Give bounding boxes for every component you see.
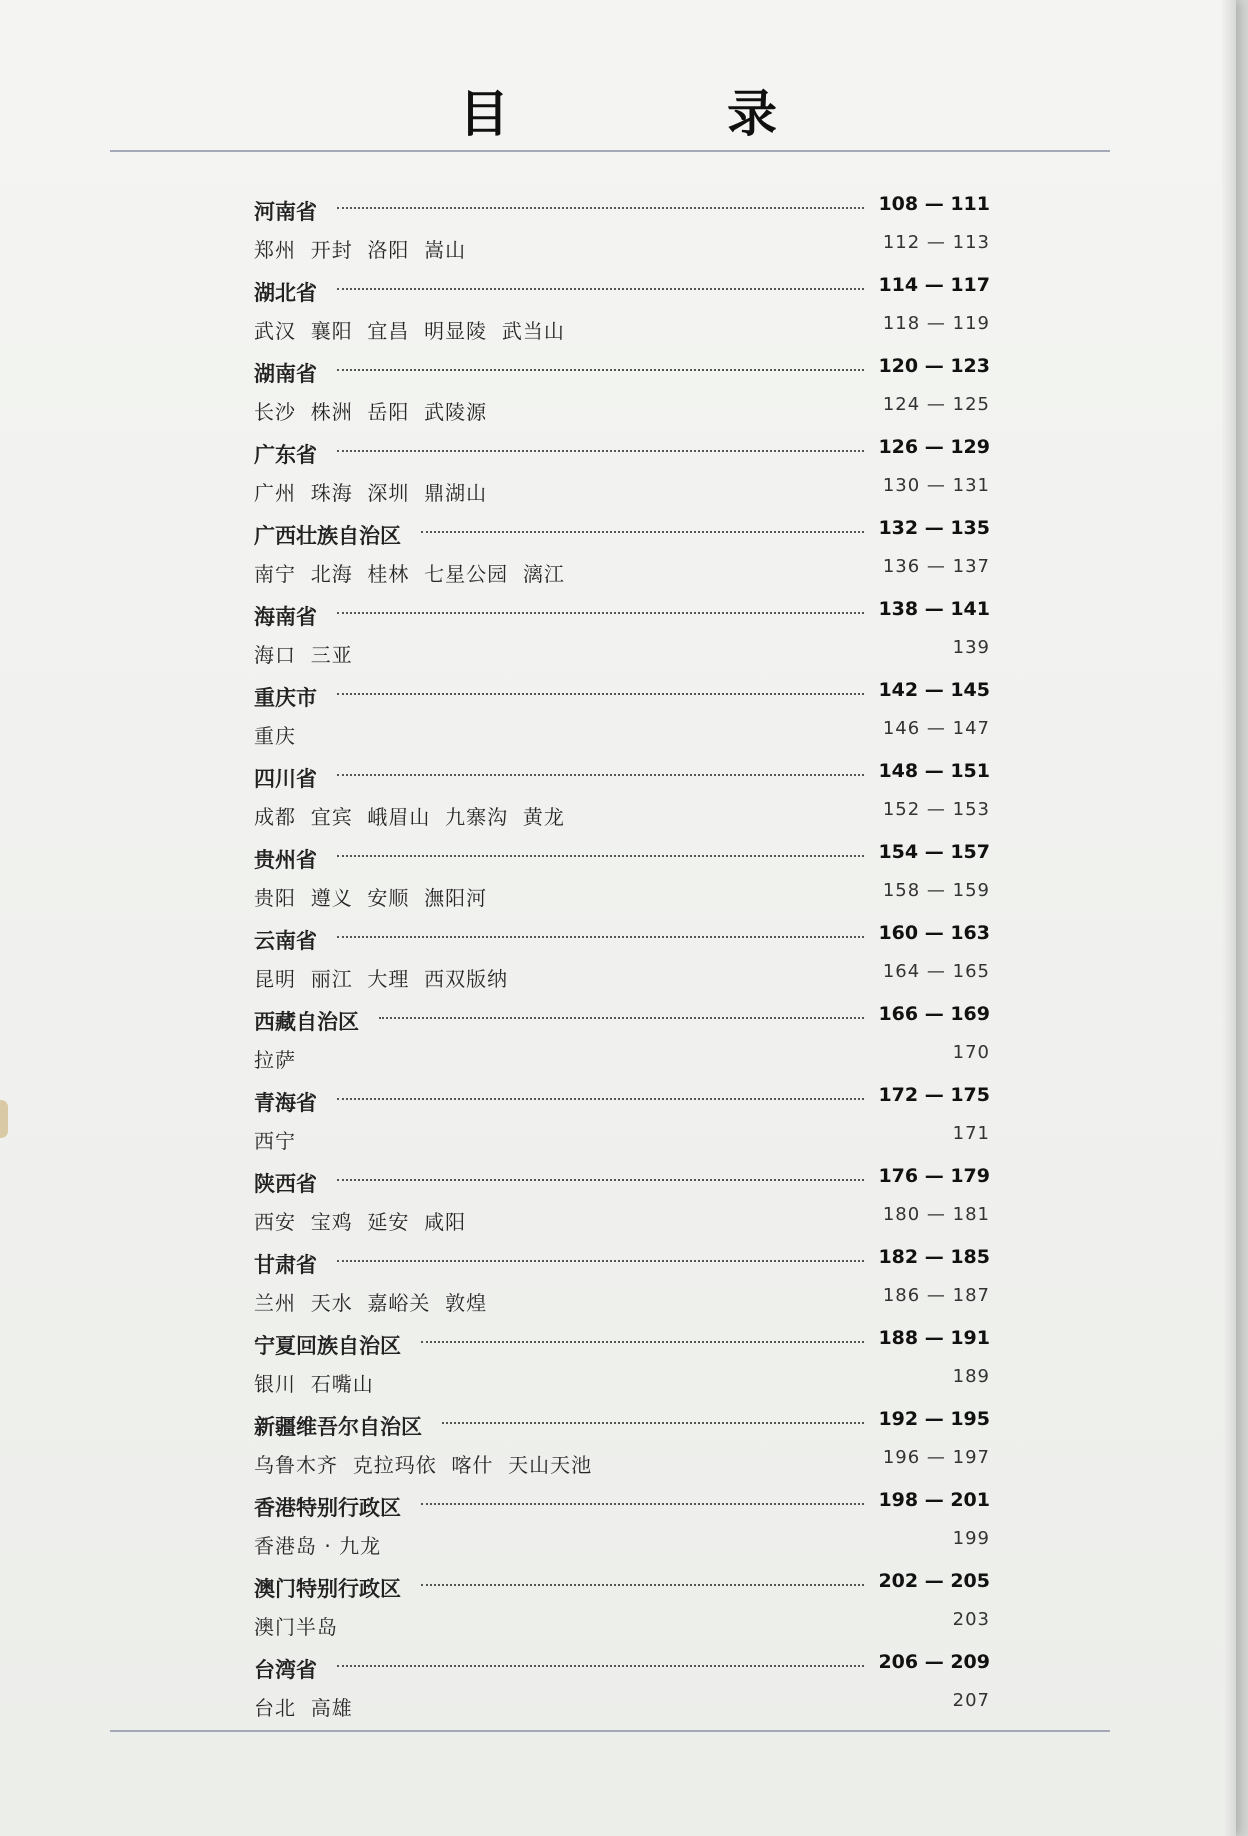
dot-leader	[337, 288, 864, 290]
city-page-range: 207	[952, 1689, 990, 1711]
city-list: 贵阳 遵义 安顺 潕阳河	[254, 885, 488, 910]
city-list: 海口 三亚	[254, 642, 353, 667]
city-list: 乌鲁木齐 克拉玛依 喀什 天山天池	[254, 1452, 593, 1477]
province-page-range: 206 — 209	[878, 1651, 990, 1673]
province-page-range: 188 — 191	[878, 1327, 990, 1349]
dot-leader	[421, 1584, 864, 1586]
province-name: 台湾省	[254, 1658, 317, 1682]
toc-sub-row	[254, 307, 990, 343]
dot-leader	[421, 1341, 864, 1343]
province-page-range: 114 — 117	[878, 274, 990, 296]
dot-leader	[337, 1179, 864, 1181]
province-page-range: 198 — 201	[878, 1489, 990, 1511]
city-page-range: 112 — 113	[882, 231, 990, 253]
toc-sub-row	[254, 1117, 990, 1153]
province-page-range: 182 — 185	[878, 1246, 990, 1268]
toc-entry	[254, 1646, 990, 1727]
page-title: 目 录	[459, 85, 861, 143]
toc-main-row	[254, 512, 990, 548]
toc-entry	[254, 512, 990, 593]
toc-sub-row	[254, 1441, 990, 1477]
toc-main-row	[254, 269, 990, 305]
province-name: 广东省	[254, 443, 317, 467]
toc-entry	[254, 1403, 990, 1484]
city-list: 银川 石嘴山	[254, 1371, 374, 1396]
dot-leader	[337, 855, 864, 857]
province-name: 云南省	[254, 929, 317, 953]
city-list: 拉萨	[254, 1047, 296, 1072]
toc-main-row	[254, 350, 990, 386]
province-page-range: 142 — 145	[878, 679, 990, 701]
province-page-range: 120 — 123	[878, 355, 990, 377]
dot-leader	[337, 693, 864, 695]
toc-entry	[254, 269, 990, 350]
city-page-range: 164 — 165	[882, 960, 990, 982]
dot-leader	[337, 936, 864, 938]
toc-entry	[254, 350, 990, 431]
toc-sub-row	[254, 1198, 990, 1234]
city-page-range: 124 — 125	[882, 393, 990, 415]
city-list: 昆明 丽江 大理 西双版纳	[254, 966, 509, 991]
province-page-range: 108 — 111	[878, 193, 990, 215]
city-list: 长沙 株洲 岳阳 武陵源	[254, 399, 488, 424]
city-page-range: 171	[952, 1122, 990, 1144]
province-name: 贵州省	[254, 848, 317, 872]
toc-main-row	[254, 1241, 990, 1277]
dot-leader	[337, 1260, 864, 1262]
toc-entry	[254, 1160, 990, 1241]
table-of-contents	[254, 188, 990, 1727]
toc-entry	[254, 1484, 990, 1565]
city-list: 南宁 北海 桂林 七星公园 漓江	[254, 561, 565, 586]
province-page-range: 154 — 157	[878, 841, 990, 863]
province-page-range: 166 — 169	[878, 1003, 990, 1025]
toc-entry	[254, 1322, 990, 1403]
binding-hole	[0, 1100, 8, 1138]
city-list: 西宁	[254, 1128, 296, 1153]
province-page-range: 176 — 179	[878, 1165, 990, 1187]
toc-main-row	[254, 1484, 990, 1520]
province-page-range: 126 — 129	[878, 436, 990, 458]
province-page-range: 192 — 195	[878, 1408, 990, 1430]
city-list: 西安 宝鸡 延安 咸阳	[254, 1209, 467, 1234]
province-page-range: 132 — 135	[878, 517, 990, 539]
province-name: 香港特别行政区	[254, 1496, 401, 1520]
city-list: 香港岛 · 九龙	[254, 1533, 382, 1558]
province-name: 新疆维吾尔自治区	[254, 1415, 422, 1439]
province-page-range: 160 — 163	[878, 922, 990, 944]
toc-sub-row	[254, 550, 990, 586]
top-divider	[110, 150, 1110, 152]
toc-sub-row	[254, 1603, 990, 1639]
city-page-range: 139	[952, 636, 990, 658]
dot-leader	[337, 207, 864, 209]
toc-sub-row	[254, 388, 990, 424]
toc-entry	[254, 674, 990, 755]
toc-sub-row	[254, 226, 990, 262]
toc-sub-row	[254, 1522, 990, 1558]
province-name: 河南省	[254, 200, 317, 224]
toc-sub-row	[254, 1684, 990, 1720]
province-name: 西藏自治区	[254, 1010, 359, 1034]
toc-entry	[254, 1079, 990, 1160]
city-page-range: 118 — 119	[882, 312, 990, 334]
city-page-range: 170	[952, 1041, 990, 1063]
toc-entry	[254, 836, 990, 917]
city-list: 澳门半岛	[254, 1614, 338, 1639]
city-page-range: 189	[952, 1365, 990, 1387]
dot-leader	[337, 612, 864, 614]
city-page-range: 196 — 197	[882, 1446, 990, 1468]
province-name: 重庆市	[254, 686, 317, 710]
toc-sub-row	[254, 793, 990, 829]
toc-sub-row	[254, 631, 990, 667]
city-list: 兰州 天水 嘉峪关 敦煌	[254, 1290, 488, 1315]
toc-main-row	[254, 1160, 990, 1196]
city-page-range: 152 — 153	[882, 798, 990, 820]
toc-entry	[254, 431, 990, 512]
page-edge	[1222, 0, 1236, 1836]
city-page-range: 136 — 137	[882, 555, 990, 577]
toc-main-row	[254, 1322, 990, 1358]
toc-entry	[254, 755, 990, 836]
province-name: 湖北省	[254, 281, 317, 305]
city-page-range: 180 — 181	[882, 1203, 990, 1225]
dot-leader	[421, 531, 864, 533]
toc-main-row	[254, 674, 990, 710]
toc-entry	[254, 188, 990, 269]
city-list: 台北 高雄	[254, 1695, 353, 1720]
province-name: 宁夏回族自治区	[254, 1334, 401, 1358]
city-list: 郑州 开封 洛阳 嵩山	[254, 237, 467, 262]
toc-main-row	[254, 188, 990, 224]
toc-entry	[254, 1241, 990, 1322]
dot-leader	[337, 1098, 864, 1100]
toc-main-row	[254, 836, 990, 872]
city-page-range: 158 — 159	[882, 879, 990, 901]
province-name: 陕西省	[254, 1172, 317, 1196]
city-list: 成都 宜宾 峨眉山 九寨沟 黄龙	[254, 804, 565, 829]
toc-sub-row	[254, 1360, 990, 1396]
toc-sub-row	[254, 1036, 990, 1072]
toc-main-row	[254, 755, 990, 791]
province-name: 广西壮族自治区	[254, 524, 401, 548]
province-page-range: 172 — 175	[878, 1084, 990, 1106]
province-name: 湖南省	[254, 362, 317, 386]
dot-leader	[442, 1422, 864, 1424]
province-page-range: 138 — 141	[878, 598, 990, 620]
dot-leader	[421, 1503, 864, 1505]
toc-entry	[254, 1565, 990, 1646]
toc-sub-row	[254, 712, 990, 748]
dot-leader	[379, 1017, 864, 1019]
toc-main-row	[254, 1079, 990, 1115]
city-list: 武汉 襄阳 宜昌 明显陵 武当山	[254, 318, 565, 343]
province-name: 四川省	[254, 767, 317, 791]
city-list: 广州 珠海 深圳 鼎湖山	[254, 480, 488, 505]
city-page-range: 199	[952, 1527, 990, 1549]
province-name: 甘肃省	[254, 1253, 317, 1277]
toc-entry	[254, 998, 990, 1079]
toc-entry	[254, 593, 990, 674]
province-page-range: 202 — 205	[878, 1570, 990, 1592]
toc-main-row	[254, 1646, 990, 1682]
dot-leader	[337, 450, 864, 452]
toc-entry	[254, 917, 990, 998]
bottom-divider	[110, 1730, 1110, 1732]
toc-main-row	[254, 917, 990, 953]
toc-sub-row	[254, 874, 990, 910]
city-page-range: 146 — 147	[882, 717, 990, 739]
province-name: 澳门特别行政区	[254, 1577, 401, 1601]
province-page-range: 148 — 151	[878, 760, 990, 782]
province-name: 青海省	[254, 1091, 317, 1115]
toc-sub-row	[254, 469, 990, 505]
city-list: 重庆	[254, 723, 296, 748]
toc-main-row	[254, 431, 990, 467]
province-name: 海南省	[254, 605, 317, 629]
dot-leader	[337, 1665, 864, 1667]
city-page-range: 186 — 187	[882, 1284, 990, 1306]
toc-sub-row	[254, 955, 990, 991]
toc-main-row	[254, 1565, 990, 1601]
toc-main-row	[254, 1403, 990, 1439]
toc-main-row	[254, 593, 990, 629]
dot-leader	[337, 774, 864, 776]
toc-sub-row	[254, 1279, 990, 1315]
city-page-range: 130 — 131	[882, 474, 990, 496]
dot-leader	[337, 369, 864, 371]
toc-main-row	[254, 998, 990, 1034]
city-page-range: 203	[952, 1608, 990, 1630]
